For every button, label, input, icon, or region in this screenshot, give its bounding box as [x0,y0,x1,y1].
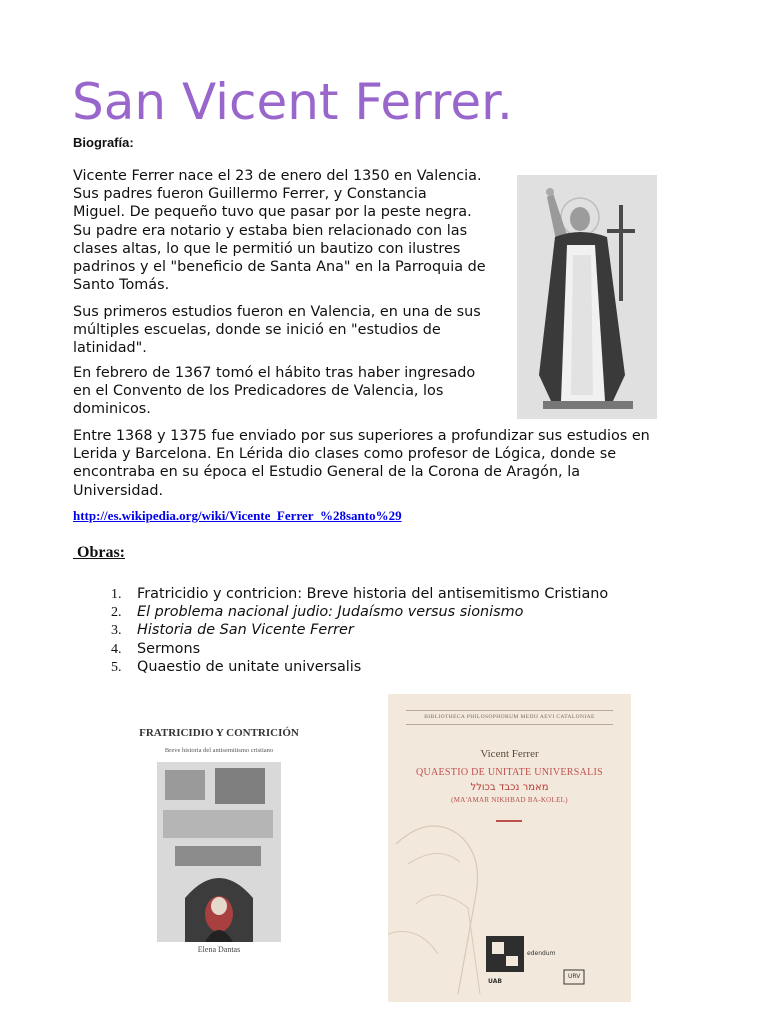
biography-paragraph-3 [73,364,523,419]
book1-author: Elena Dantas [197,945,241,954]
book2-title: QUAESTIO DE UNITATE UNIVERSALIS [415,767,604,778]
list-item-number: 5. [111,659,122,675]
biography-heading: Biografía: [73,135,134,150]
text-line: Universidad. [73,482,164,499]
list-item-text: El problema nacional judio: Judaísmo versus sionismo [137,604,524,621]
works-list [111,584,608,675]
fratricidio-book-cover [135,718,303,956]
book2-transliteration: (MA'AMAR NIKHBAD BA-KOLEL) [451,796,568,804]
quaestio-book-cover [388,694,631,1002]
list-item-number: 4. [111,641,122,657]
top-rule [406,710,613,711]
text-line: múltiples escuelas, donde se inició en "estudios de [73,322,441,339]
text-line: Lerida y Barcelona. En Lérida dio clases como profesor de Lógica, donde se [73,446,617,463]
biography-paragraph-1 [73,167,523,294]
text-line: dominicos. [73,401,151,418]
list-item [111,657,608,675]
text-line: Sus primeros estudios fueron en Valencia, en una de sus [73,304,481,320]
list-item [111,620,608,638]
text-line: en el Convento de los Predicadores de Valencia, los [73,383,444,400]
list-item-number: 3. [111,623,122,639]
text-line: Entre 1368 y 1375 fue enviado por sus superiores a profundizar sus estudios en [73,428,650,444]
text-line: padrinos y el "beneficio de Santa Ana" en la Parroquia de [73,259,486,276]
works-heading: Obras: [73,544,125,561]
text-line: latinidad". [73,340,147,357]
text-line: encontraba en su época el Estudio General de la Corona de Aragón, la [73,464,581,481]
biography-paragraph-2 [73,303,523,358]
book1-title: FRATRICIDIO Y CONTRICIÓN [139,727,299,739]
book2-series: BIBLIOTHECA PHILOSOPHORUM MEDII AEVI CATALONIAE [424,714,595,720]
book1-subtitle: Breve historia del antisemitismo cristiano [164,747,274,754]
text-line: Miguel. De pequeño tuvo que pasar por la peste negra. [73,204,472,221]
list-item-number: 2. [111,605,122,621]
list-item-text: Quaestio de unitate universalis [137,658,362,675]
uab-logo: UAB [488,978,502,985]
figure-line-art [388,694,631,1002]
wikipedia-source-link[interactable]: http://es.wikipedia.org/wiki/Vicente_Ferrer_%28santo%29 [73,508,402,523]
list-item-text: Sermons [137,640,201,657]
list-item [111,602,608,620]
title-divider [496,820,522,822]
document-title: San Vicent Ferrer. [72,73,513,131]
text-line: Santo Tomás. [73,277,170,294]
list-item-text: Fratricidio y contricion: Breve historia del antisemitismo Cristiano [137,586,609,602]
publisher-mark: edendum [527,950,556,957]
list-item [111,639,608,657]
text-line: Su padre era notario y estaba bien relacionado con las [73,222,468,239]
text-line: Sus padres fueron Guillermo Ferrer, y Constancia [73,186,427,203]
series-rule [406,724,613,725]
text-line: clases altas, lo que le permitió un bautizo con ilustres [73,240,461,257]
list-item-text: Historia de San Vicente Ferrer [137,622,354,639]
text-line: Vicente Ferrer nace el 23 de enero del 1350 en Valencia. [73,168,482,184]
book2-author: Vicent Ferrer [480,748,539,760]
text-line: En febrero de 1367 tomó el hábito tras haber ingresado [73,365,476,381]
saint-engraving-image [517,175,657,419]
book2-hebrew-title: מאמר נכבד בכולל [470,782,549,793]
urv-logo: URV [568,973,581,980]
list-item-number: 1. [111,587,122,602]
list-item [111,584,608,602]
biography-paragraph-4 [73,427,703,500]
